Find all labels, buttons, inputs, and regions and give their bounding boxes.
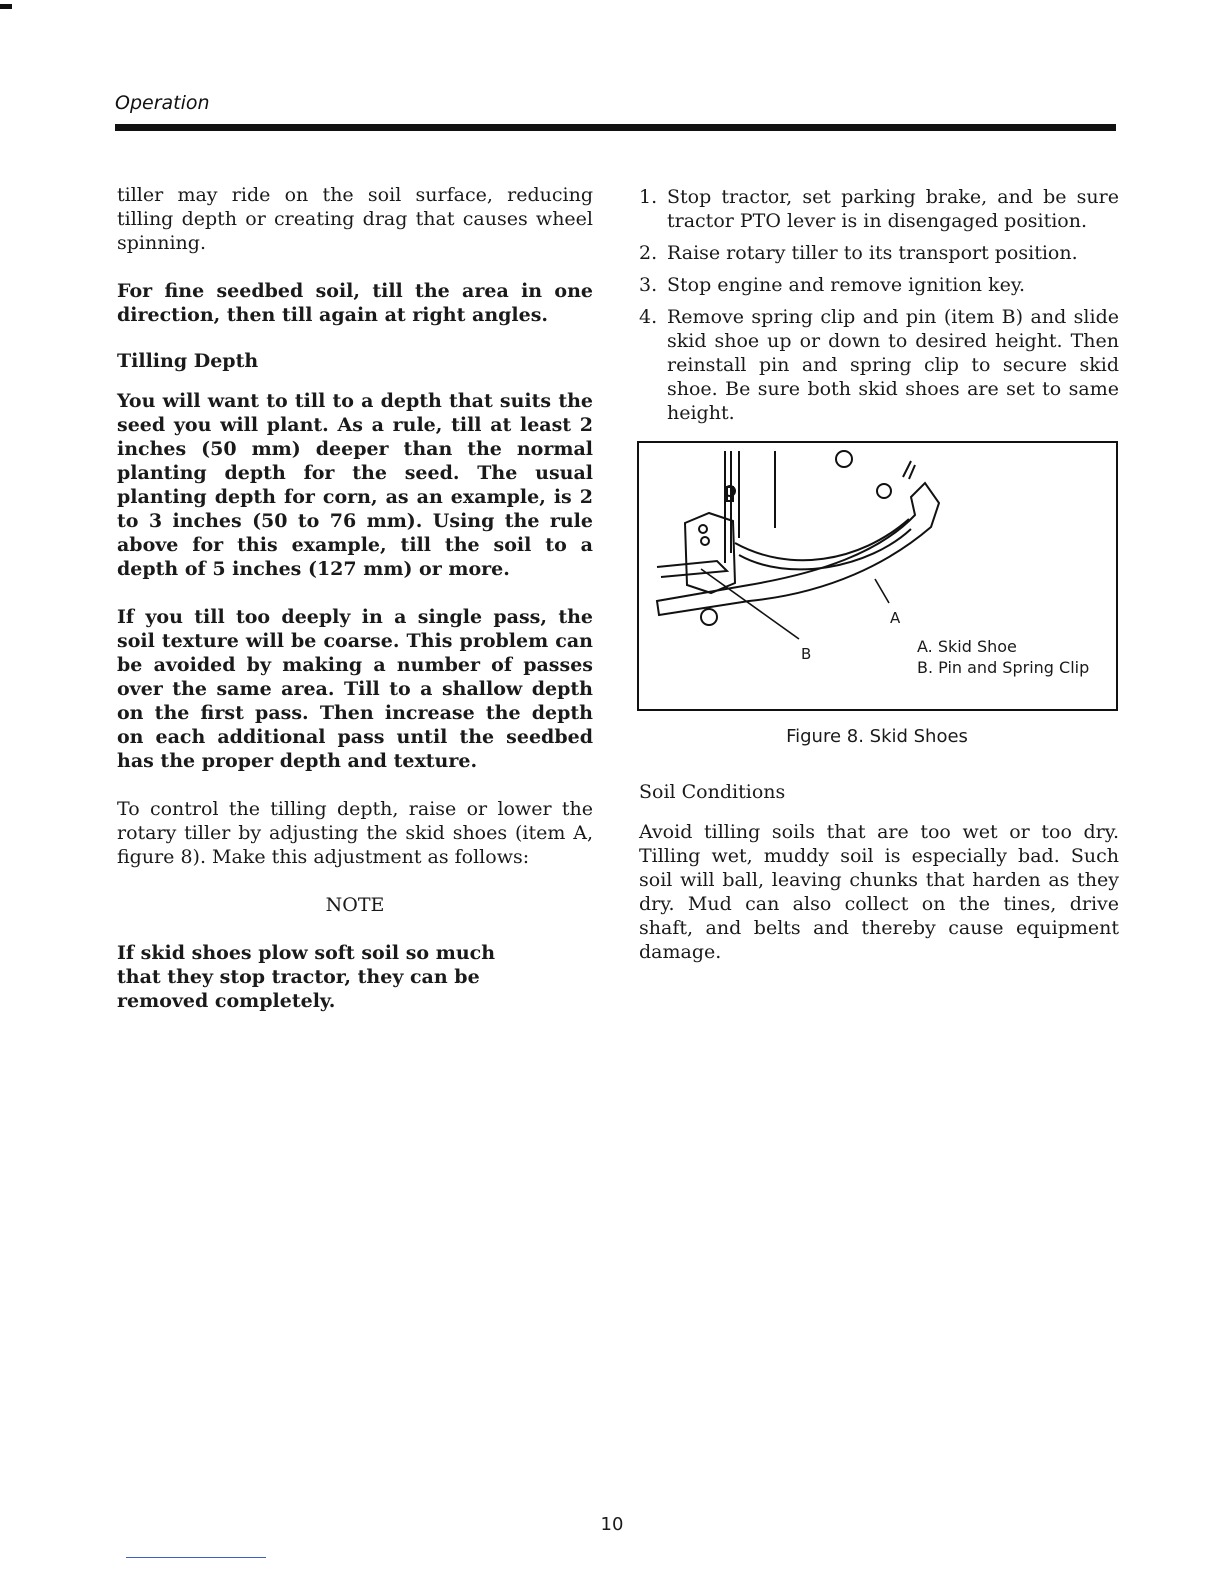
callout-a-label: A bbox=[890, 609, 901, 627]
heading-soil-conditions: Soil Conditions bbox=[639, 781, 786, 803]
page-number: 10 bbox=[600, 1514, 624, 1535]
step-item bbox=[639, 185, 1119, 233]
lower-bolt-icon bbox=[701, 609, 717, 625]
paragraph-soil-conditions: Avoid tilling soils that are too wet or too dry. Tilling wet, muddy soil is especially bad. Such soil will ball, leaving chunks that harden as they dry. Mud can also collect on the tines, drive shaft, and belts and thereby cause equipment damage. bbox=[639, 821, 1119, 963]
skid-shoe-runner bbox=[657, 483, 939, 615]
step-item bbox=[639, 241, 1119, 265]
nut-icon bbox=[877, 484, 891, 498]
step-item bbox=[639, 273, 1119, 297]
paragraph-tilling-depth: You will want to till to a depth that suits the seed you will plant. As a rule, till at least 2 inches (50 mm) deeper than the normal planting depth for the seed. The usual planting depth for corn, as an example, is 2 to 3 inches (50 to 76 mm). Using the rule above for this example, till the soil to a depth of 5 inches (127 mm) or more. bbox=[117, 390, 593, 580]
paragraph-control-depth: To control the tilling depth, raise or lower the rotary tiller by adjusting the skid shoes (item A, figure 8). Make this adjustment as follows: bbox=[117, 798, 593, 868]
paragraph-fine-seedbed: For fine seedbed soil, till the area in one direction, then till again at right angles. bbox=[117, 280, 593, 326]
callout-line-a bbox=[875, 579, 889, 603]
note-body: If skid shoes plow soft soil so much that they stop tractor, they can be removed completely. bbox=[117, 942, 496, 1012]
note-title: NOTE bbox=[325, 894, 385, 916]
step-text: Raise rotary tiller to its transport position. bbox=[667, 242, 1078, 264]
header-rule bbox=[115, 124, 1116, 131]
step-number: 3. bbox=[639, 274, 658, 296]
step-number: 4. bbox=[639, 306, 658, 328]
right-column bbox=[639, 185, 1119, 433]
step-text: Remove spring clip and pin (item B) and slide skid shoe up or down to desired height. Then reinstall pin and spring clip to secure skid shoe. Be sure both skid shoes are set to same height. bbox=[667, 306, 1119, 424]
left-column bbox=[117, 183, 593, 1013]
paragraph-tiller-drag: tiller may ride on the soil surface, reducing tilling depth or creating drag that causes wheel spinning. bbox=[117, 184, 593, 254]
figure-caption: Figure 8. Skid Shoes bbox=[786, 726, 968, 747]
step-item bbox=[639, 305, 1119, 425]
corner-mark bbox=[0, 4, 12, 9]
pin-and-spring-clip bbox=[657, 561, 727, 577]
step-number: 1. bbox=[639, 186, 658, 208]
paragraph-multiple-passes: If you till too deeply in a single pass, the soil texture will be coarse. This problem can be avoided by making a number of passes over the same area. Till to a shallow depth on the first pass. Then increase the depth on each additional pass until the seedbed has the proper depth and texture. bbox=[117, 606, 593, 772]
frame-post-lines bbox=[725, 451, 775, 563]
adjustment-steps bbox=[639, 185, 1119, 425]
legend-skid-shoe: A. Skid Shoe bbox=[917, 637, 1017, 656]
footer-line bbox=[126, 1557, 266, 1558]
step-text: Stop tractor, set parking brake, and be sure tractor PTO lever is in disengaged position. bbox=[667, 186, 1119, 232]
legend-pin-spring-clip: B. Pin and Spring Clip bbox=[917, 658, 1090, 677]
figure-legend bbox=[917, 636, 1089, 678]
heading-tilling-depth: Tilling Depth bbox=[117, 350, 259, 372]
soil-conditions-section bbox=[639, 780, 1119, 964]
spring-clip-icon bbox=[836, 451, 852, 467]
step-number: 2. bbox=[639, 242, 658, 264]
step-text: Stop engine and remove ignition key. bbox=[667, 274, 1026, 296]
callout-line-b bbox=[701, 569, 799, 639]
page-header: Operation bbox=[115, 92, 210, 114]
mounting-bracket bbox=[685, 513, 735, 593]
callout-b-label: B bbox=[801, 645, 812, 663]
